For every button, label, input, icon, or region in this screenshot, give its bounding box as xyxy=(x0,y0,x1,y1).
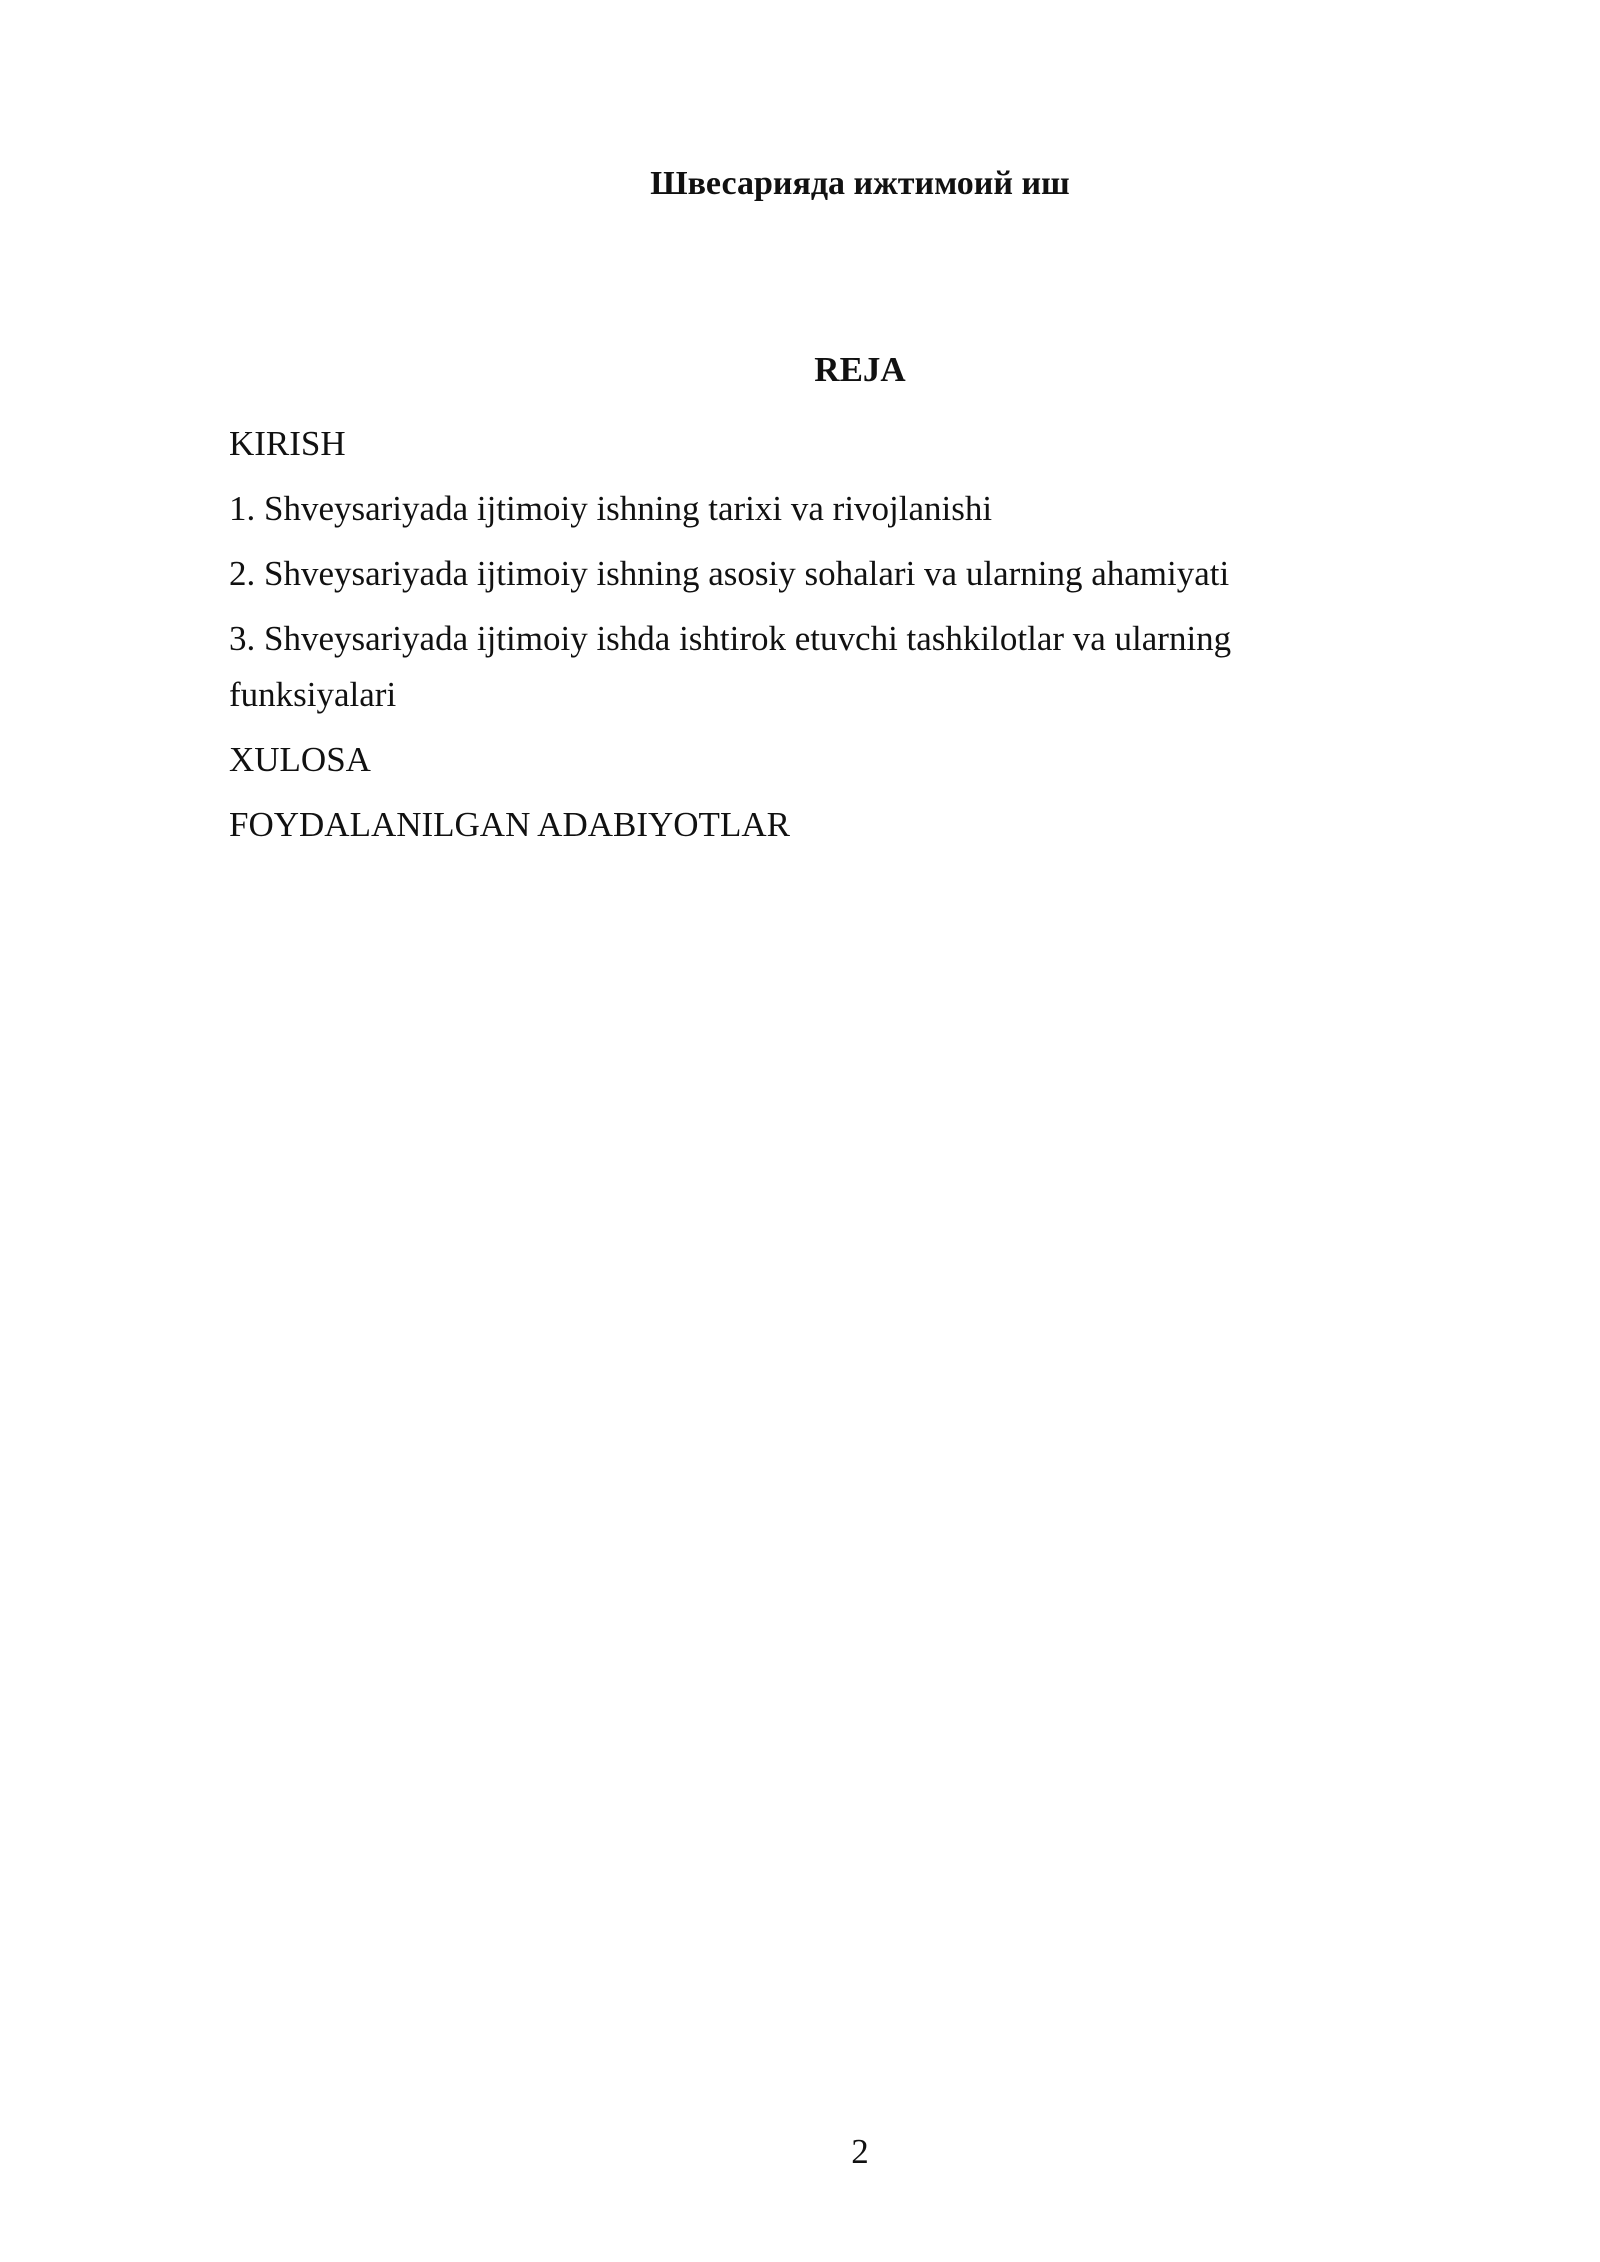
plan-item-history: 1. Shveysariyada ijtimoiy ishning tarixi va rivojlanishi xyxy=(229,489,993,528)
plan-item-references: FOYDALANILGAN ADABIYOTLAR xyxy=(229,805,790,844)
page-number: 2 xyxy=(851,2132,869,2171)
plan-item-main-areas: 2. Shveysariyada ijtimoiy ishning asosiy sohalari va ularning ahamiyati xyxy=(229,554,1230,593)
plan-list xyxy=(229,416,1339,862)
plan-item-introduction: KIRISH xyxy=(229,424,346,463)
plan-heading: REJA xyxy=(814,350,906,389)
plan-item-organizations: 3. Shveysariyada ijtimoiy ishda ishtirok etuvchi tashkilotlar va ularning funksiyalari xyxy=(229,619,1232,714)
plan-item-conclusion: XULOSA xyxy=(229,740,371,779)
document-title: Швесарияда ижтимоий иш xyxy=(650,165,1070,202)
